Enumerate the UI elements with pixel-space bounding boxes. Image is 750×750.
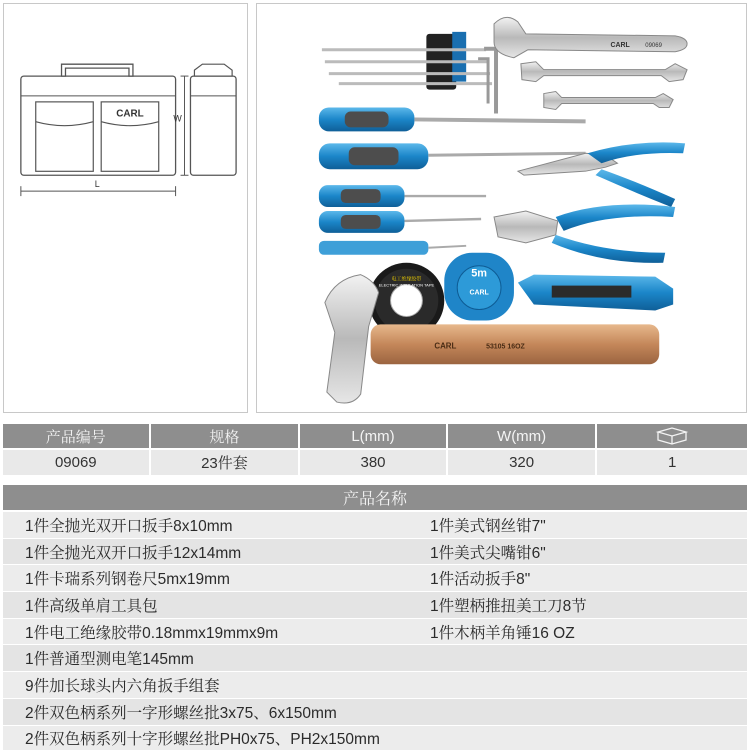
item-name: 1件卡瑞系列钢卷尺5mx19mm xyxy=(25,571,230,589)
insulation-tape-label: ELECTRIC INSULATION TAPE xyxy=(378,282,435,288)
item-name: 1件塑柄推扭美工刀8节 xyxy=(430,597,587,615)
tools-photo-panel xyxy=(256,3,747,413)
spec-table-header xyxy=(3,424,747,448)
header-product-code: 产品编号 xyxy=(3,424,149,448)
list-item xyxy=(3,592,747,619)
item-name: 2件双色柄系列一字形螺丝批3x75、6x150mm xyxy=(25,704,337,722)
spec-table-row xyxy=(3,450,747,475)
list-item xyxy=(3,699,747,726)
header-spec: 规格 xyxy=(151,424,299,448)
header-length: L(mm) xyxy=(300,424,446,448)
header-width: W(mm) xyxy=(448,424,596,448)
dimension-l-label: L xyxy=(94,179,100,190)
list-item xyxy=(3,726,747,750)
item-name: 1件全抛光双开口扳手12x14mm xyxy=(25,544,242,562)
tool-bag-illustration xyxy=(4,4,247,412)
list-item xyxy=(3,619,747,646)
tape-measure xyxy=(444,253,514,321)
item-name: 2件双色柄系列十字形螺丝批PH0x75、PH2x150mm xyxy=(25,731,380,749)
list-item xyxy=(3,512,747,539)
item-name: 1件全抛光双开口扳手8x10mm xyxy=(25,517,233,535)
screwdriver-flat-short xyxy=(319,185,486,207)
item-name: 1件美式钢丝钳7" xyxy=(430,517,546,535)
tape-brand-label: CARL xyxy=(469,289,489,297)
value-box-count: 1 xyxy=(597,450,747,475)
wrench-brand-label: CARL xyxy=(610,41,630,49)
box-icon xyxy=(597,424,747,448)
list-item xyxy=(3,539,747,566)
item-name: 1件美式尖嘴钳6" xyxy=(430,544,546,562)
value-spec: 23件套 xyxy=(151,450,299,475)
hex-key-set xyxy=(322,32,496,114)
list-item xyxy=(3,672,747,699)
open-end-wrench-large xyxy=(521,62,687,82)
hammer-code-label: 53105 16OZ xyxy=(486,343,525,351)
item-name: 1件木柄羊角锤16 OZ xyxy=(430,624,575,642)
product-names-title: 产品名称 xyxy=(3,485,747,510)
wrench-code-label: 09069 xyxy=(645,42,662,49)
tool-set-illustration xyxy=(257,4,746,412)
needle-nose-pliers xyxy=(518,142,685,207)
screwdriver-flat-long xyxy=(319,107,586,131)
product-names-list xyxy=(3,512,747,750)
item-name: 1件活动扳手8" xyxy=(430,571,531,589)
item-name: 1件高级单肩工具包 xyxy=(25,597,158,615)
value-width: 320 xyxy=(448,450,596,475)
bag-drawing-panel xyxy=(3,3,248,413)
item-name: 9件加长球头内六角扳手组套 xyxy=(25,677,220,695)
value-length: 380 xyxy=(300,450,446,475)
screwdriver-phillips-short xyxy=(319,211,481,233)
tape-size-label: 5m xyxy=(471,267,488,280)
open-end-wrench-small xyxy=(544,92,673,110)
item-name: 1件电工绝缘胶带0.18mmx19mmx9m xyxy=(25,624,279,642)
dimension-w-label: W xyxy=(173,113,182,124)
bag-brand-label: CARL xyxy=(116,108,144,120)
adjustable-wrench xyxy=(494,17,687,57)
item-name: 1件普通型测电笔145mm xyxy=(25,651,194,669)
hammer-brand-label: CARL xyxy=(434,341,457,351)
insulation-tape-cn-label: 电工绝缘胶带 xyxy=(391,277,422,283)
voltage-tester-pen xyxy=(319,241,466,255)
utility-knife xyxy=(518,275,673,311)
value-product-code: 09069 xyxy=(3,450,149,475)
combination-pliers xyxy=(494,205,675,263)
list-item xyxy=(3,645,747,672)
list-item xyxy=(3,565,747,592)
